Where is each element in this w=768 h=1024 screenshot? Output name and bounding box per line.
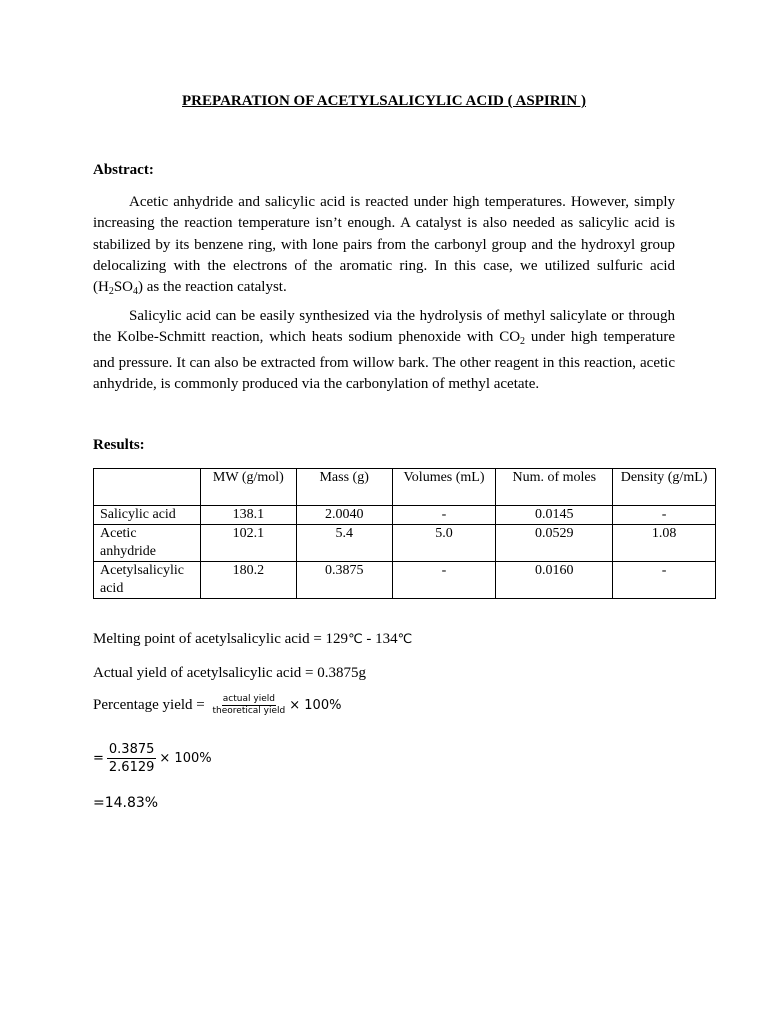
celsius-unit: ℃ — [348, 632, 363, 647]
table-row — [94, 562, 716, 599]
table-cell: 138.1 — [200, 506, 296, 525]
abstract-p1-so: SO — [113, 279, 134, 296]
table-header-cell: Num. of moles — [496, 469, 613, 506]
fraction-denominator: 2.6129 — [108, 760, 155, 775]
abstract-p1-end: ) as the reaction catalyst. — [138, 279, 287, 296]
abstract-paragraph-2 — [93, 306, 675, 395]
table-header-row — [94, 469, 716, 506]
melting-point-line — [93, 631, 412, 648]
abstract-p2-end: under high temperature and pressure. It can also be extracted from willow bark. The other reagent in this reaction, acetic anhydride, is commonly produced via the carbonylation of methyl acetate. — [93, 329, 676, 392]
yield-fraction — [212, 694, 287, 717]
table-row — [94, 506, 716, 525]
abstract-paragraph-1 — [93, 192, 675, 302]
table-cell: 5.4 — [296, 525, 392, 562]
percentage-yield-formula — [93, 694, 341, 717]
table-cell: 5.0 — [392, 525, 496, 562]
subscript-4: 4 — [133, 286, 139, 298]
subscript-2: 2 — [108, 286, 114, 298]
multiplier: × 100% — [159, 750, 212, 766]
actual-yield-line: Actual yield of acetylsalicylic acid = 0.3875g — [93, 665, 366, 681]
table-header-cell: MW (g/mol) — [200, 469, 296, 506]
table-cell-name: Acetylsalicylic acid — [94, 562, 201, 599]
table-cell-name: Salicylic acid — [94, 506, 201, 525]
table-header-cell: Mass (g) — [296, 469, 392, 506]
abstract-p1-text: Acetic anhydride and salicylic acid is reacted under high temperatures. However, simply increasing the reaction temperature isn’t enough. A catalyst is also needed as salicylic acid is stabilized by its benzene ring, with lone pairs from the carbonyl group and the hydroxyl group delocalizing with the electrons of the aromatic ring. In this case, we utilized sulfuric acid (H — [93, 194, 675, 296]
subscript-co2: 2 — [520, 336, 526, 348]
table-cell: - — [613, 506, 716, 525]
celsius-unit: ℃ — [397, 632, 413, 647]
final-result: =14.83% — [93, 795, 159, 811]
table-cell: 2.0040 — [296, 506, 392, 525]
melting-point-range: - 134 — [362, 631, 398, 647]
yield-calculation — [93, 741, 212, 776]
abstract-p2-text: Salicylic acid can be easily synthesized via the hydrolysis of methyl salicylate or through the Kolbe-Schmitt reaction, which heats sodium phenoxide with CO — [93, 308, 675, 346]
calculation-fraction — [107, 741, 157, 776]
table-cell: 0.0160 — [496, 562, 613, 599]
table-cell: 0.3875 — [296, 562, 392, 599]
table-cell: 0.0145 — [496, 506, 613, 525]
results-table — [93, 468, 716, 599]
table-cell: 1.08 — [613, 525, 716, 562]
equals-sign: = — [93, 750, 104, 766]
table-header-cell: Density (g/mL) — [613, 469, 716, 506]
table-cell: 102.1 — [200, 525, 296, 562]
table-cell: - — [613, 562, 716, 599]
table-row — [94, 525, 716, 562]
abstract-heading: Abstract: — [93, 162, 154, 178]
table-cell: 0.0529 — [496, 525, 613, 562]
table-header-cell: Volumes (mL) — [392, 469, 496, 506]
table-header-cell — [94, 469, 201, 506]
multiplier: × 100% — [289, 697, 342, 713]
table-cell: - — [392, 562, 496, 599]
melting-point-text: Melting point of acetylsalicylic acid = 129 — [93, 631, 349, 647]
fraction-numerator: 0.3875 — [108, 742, 155, 757]
fraction-denominator: theoretical yield — [212, 706, 286, 716]
results-heading: Results: — [93, 437, 145, 453]
table-cell: - — [392, 506, 496, 525]
document-title: PREPARATION OF ACETYLSALICYLIC ACID ( ASPIRIN ) — [182, 93, 586, 109]
percentage-yield-label: Percentage yield = — [93, 696, 205, 713]
table-cell: 180.2 — [200, 562, 296, 599]
fraction-numerator: actual yield — [222, 694, 275, 704]
table-cell-name: Acetic anhydride — [94, 525, 201, 562]
